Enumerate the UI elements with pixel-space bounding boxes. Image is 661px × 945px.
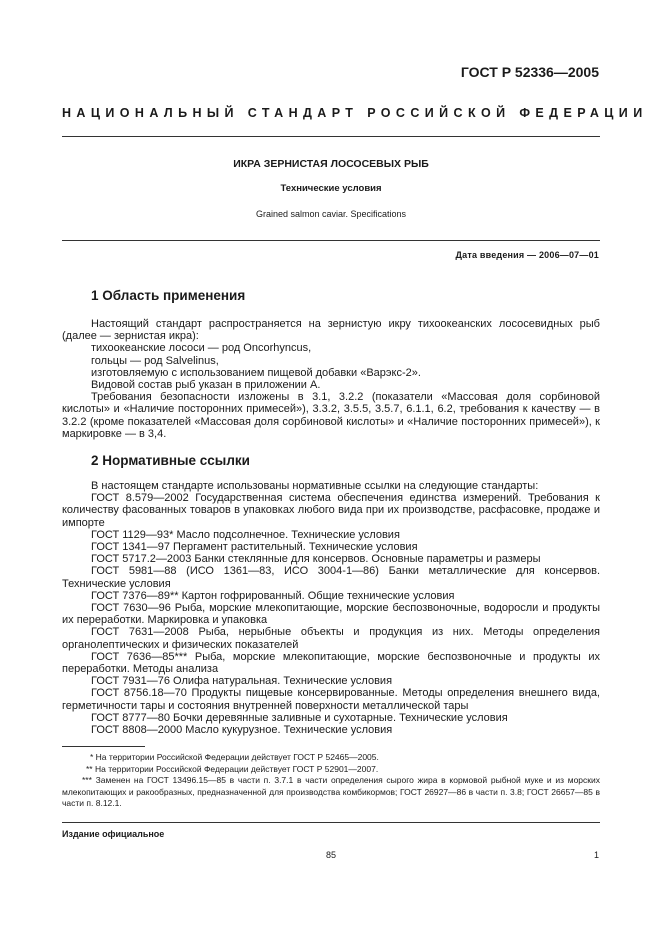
reference-item: ГОСТ 7630—96 Рыба, морские млекопитающие, морские беспозвоночные, водоросли и продукты их переработки. Маркировка и упаковка bbox=[62, 602, 600, 627]
header-divider bbox=[62, 136, 600, 137]
section-2-heading: 2 Нормативные ссылки bbox=[91, 453, 250, 468]
reference-item: ГОСТ 7631—2008 Рыба, нерыбные объекты и продукция из них. Методы определения органолептических и физических показателей bbox=[62, 626, 600, 651]
reference-item: ГОСТ 7376—89** Картон гофрированный. Общие технические условия bbox=[91, 589, 455, 602]
reference-item: ГОСТ 1341—97 Пергамент растительный. Технические условия bbox=[91, 541, 418, 554]
reference-item: ГОСТ 7636—85*** Рыба, морские млекопитающие, морские беспозвоночные и продукты их переработки. Методы анализа bbox=[62, 650, 600, 676]
reference-item: ГОСТ 8756.18—70 Продукты пищевые консервированные. Методы определения внешнего вида, герметичности тары и состояния внутренней поверхности металлической тары bbox=[62, 687, 600, 712]
section-1-body bbox=[62, 318, 600, 440]
section-1-heading: 1 Область применения bbox=[91, 288, 246, 303]
reference-item: ГОСТ 8777—80 Бочки деревянные заливные и сухотарные. Технические условия bbox=[91, 711, 508, 724]
footnote: ** На территории Российской Федерации действует ГОСТ Р 52901—2007. bbox=[86, 763, 379, 774]
title-divider bbox=[62, 240, 600, 241]
introduction-date: Дата введения — 2006—07—01 bbox=[455, 250, 599, 260]
page-index: 1 bbox=[593, 850, 599, 860]
reference-item: ГОСТ 5717.2—2003 Банки стеклянные для консервов. Основные параметры и размеры bbox=[91, 553, 541, 566]
footer-divider bbox=[62, 822, 600, 823]
reference-item: ГОСТ 1129—93* Масло подсолнечное. Технические условия bbox=[91, 528, 400, 541]
paragraph: гольцы — род Salvelinus, bbox=[91, 354, 219, 367]
official-edition-label: Издание официальное bbox=[62, 829, 165, 839]
paragraph: тихоокеанские лососи — род Oncorhyncus, bbox=[91, 342, 312, 355]
paragraph: изготовляемую с использованием пищевой добавки «Варэкс-2». bbox=[91, 366, 421, 379]
footnote: *** Заменен на ГОСТ 13496.15—85 в части п. 3.7.1 в части определения сырого жира в кормовой рыбной муке и из морских млекопитающих и ракообразных, предназначенной для производства комбикормов; ГОСТ 26927—86 в части п. 3.8; ГОСТ 26657—85 в части п. 8.12.1. bbox=[62, 775, 600, 808]
standard-id: ГОСТ Р 52336—2005 bbox=[460, 64, 599, 80]
paragraph: Настоящий стандарт распространяется на зернистую икру тихоокеанских лососевидных рыб (далее — зернистая икра): bbox=[62, 318, 600, 343]
footnote: * На территории Российской Федерации действует ГОСТ Р 52465—2005. bbox=[90, 752, 379, 762]
paragraph: Видовой состав рыб указан в приложении А. bbox=[91, 379, 321, 392]
footnote-divider bbox=[62, 746, 145, 747]
paragraph: В настоящем стандарте использованы нормативные ссылки на следующие стандарты: bbox=[91, 480, 539, 492]
reference-item: ГОСТ 7931—76 Олифа натуральная. Технические условия bbox=[91, 675, 393, 688]
english-title: Grained salmon caviar. Specifications bbox=[255, 209, 407, 219]
paragraph: Требования безопасности изложены в 3.1, 3.2.2 (показатели «Массовая доля сорбиновой кислоты» и «Наличие посторонних примесей»), 3.3.2, 3.5.5, 3.5.7, 6.1.1, 6.2, требования к качеству — в 3.2.2 (кроме показателей «Массовая доля сорбиновой кислоты» и «Наличие посторонних примесей»), к маркировке — в 3,4. bbox=[62, 391, 600, 440]
document-subtitle: Технические условия bbox=[280, 183, 382, 194]
reference-item: ГОСТ 8.579—2002 Государственная система обеспечения единства измерений. Требования к количеству фасованных товаров в упаковках любого вида при их производстве, расфасовке, продаже и импорте bbox=[62, 492, 600, 529]
footnotes bbox=[62, 752, 600, 810]
page-number: 85 bbox=[325, 850, 336, 860]
reference-item: ГОСТ 8808—2000 Масло кукурузное. Технические условия bbox=[91, 724, 393, 737]
reference-item: ГОСТ 5981—88 (ИСО 1361—83, ИСО 3004-1—86) Банки металлические для консервов. Технические условия bbox=[62, 565, 600, 590]
national-standard-line: НАЦИОНАЛЬНЫЙ СТАНДАРТ РОССИЙСКОЙ ФЕДЕРАЦИИ bbox=[62, 106, 648, 120]
document-title: ИКРА ЗЕРНИСТАЯ ЛОСОСЕВЫХ РЫБ bbox=[233, 158, 429, 170]
section-2-body bbox=[62, 480, 600, 736]
